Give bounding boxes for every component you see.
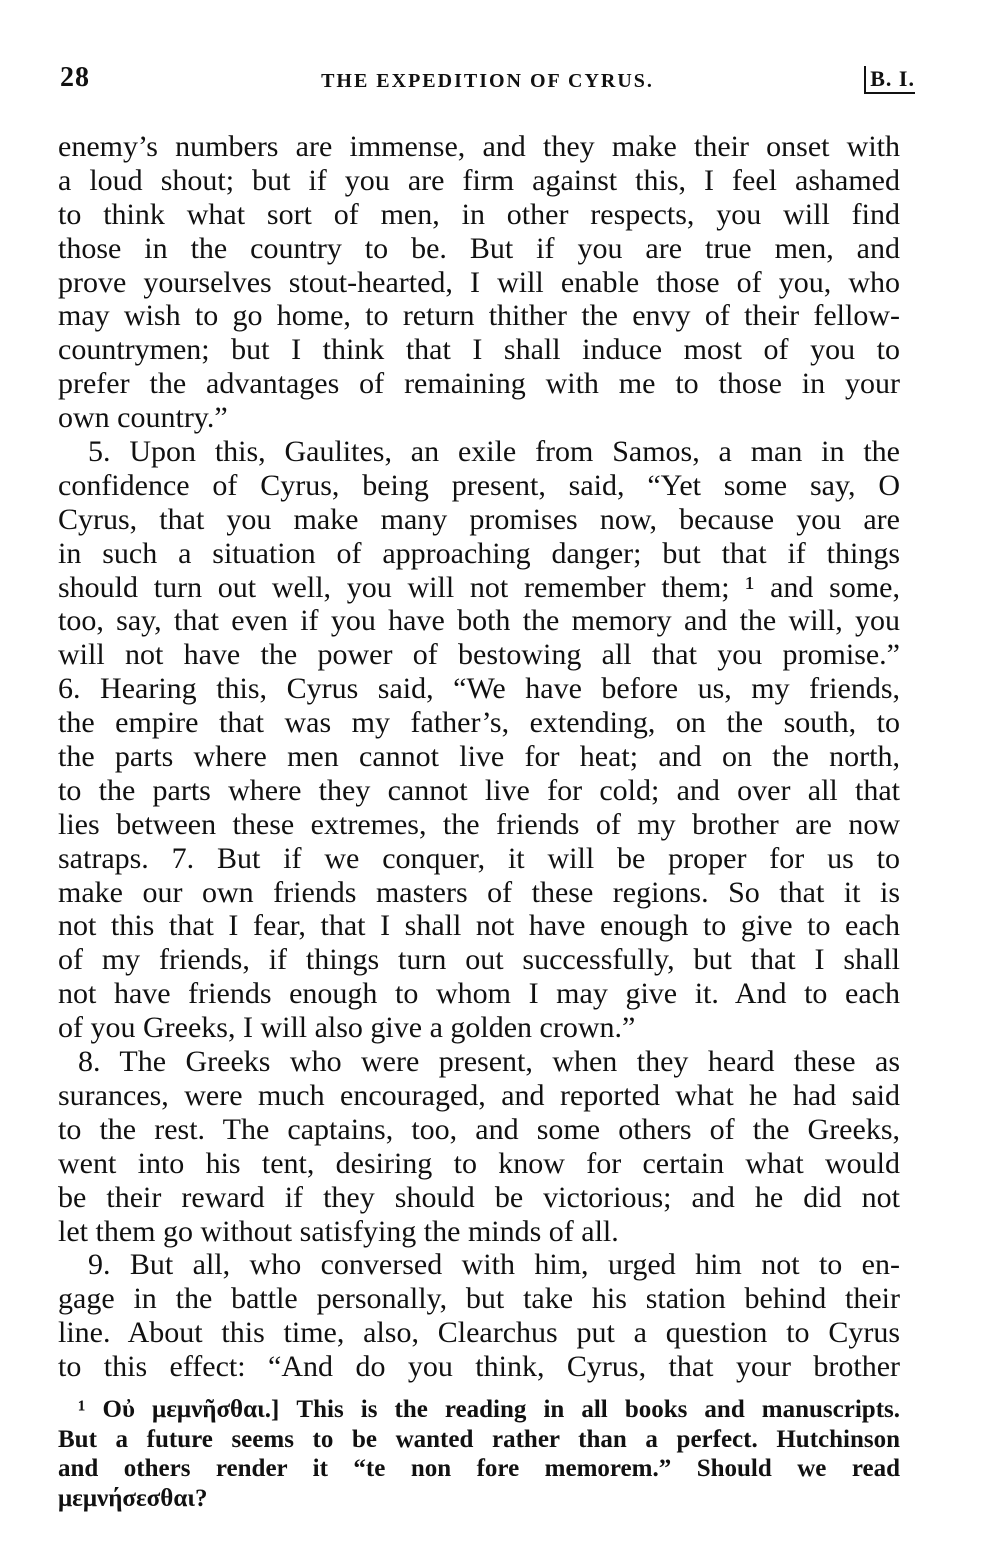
- text-line: the empire that was my father’s, extending, on the south, to: [58, 706, 900, 740]
- text-line: those in the country to be. But if you are true men, and: [58, 231, 900, 265]
- text-line: a loud shout; but if you are firm against this, I feel ashamed: [58, 163, 900, 197]
- text-line: to the rest. The captains, too, and some others of the Greeks,: [58, 1112, 900, 1146]
- text-line: in such a situation of approaching danger; but that if things: [58, 536, 900, 570]
- text-line: 6. Hearing this, Cyrus said, “We have before us, my friends,: [58, 672, 900, 706]
- text-line: 9. But all, who conversed with him, urged him not to en-: [88, 1248, 900, 1282]
- text-line: may wish to go home, to return thither the envy of their fellow-: [58, 299, 900, 333]
- text-line: of my friends, if things turn out successfully, but that I shall: [58, 943, 900, 977]
- text-line: the parts where men cannot live for heat; and on the north,: [58, 740, 900, 774]
- text-line: too, say, that even if you have both the memory and the will, you: [58, 604, 900, 638]
- running-title: THE EXPEDITION OF CYRUS.: [321, 70, 654, 92]
- text-line: not this that I fear, that I shall not have enough to give to each: [58, 909, 900, 943]
- text-line: own country.”: [58, 401, 228, 435]
- text-line: 8. The Greeks who were present, when they heard these as: [78, 1045, 900, 1079]
- book-marker: [864, 66, 915, 94]
- book-marker-text: B. I.: [864, 66, 915, 94]
- text-line: line. About this time, also, Clearchus put a question to Cyrus: [58, 1316, 900, 1350]
- text-line: of you Greeks, I will also give a golden crown.”: [58, 1011, 636, 1045]
- footnote-line: But a future seems to be wanted rather than a perfect. Hutchinson: [58, 1425, 900, 1453]
- text-line: will not have the power of bestowing all that you promise.”: [58, 638, 900, 672]
- text-line: Cyrus, that you make many promises now, because you are: [58, 502, 900, 536]
- text-line: prefer the advantages of remaining with me to those in your: [58, 367, 900, 401]
- text-line: should turn out well, you will not remember them; ¹ and some,: [58, 570, 900, 604]
- text-line: make our own friends masters of these regions. So that it is: [58, 875, 900, 909]
- body-text: [58, 130, 900, 1384]
- text-line: not have friends enough to whom I may give it. And to each: [58, 977, 900, 1011]
- text-line: be their reward if they should be victorious; and he did not: [58, 1180, 900, 1214]
- text-line: countrymen; but I think that I shall induce most of you to: [58, 333, 900, 367]
- text-line: let them go without satisfying the minds of all.: [58, 1214, 619, 1248]
- text-line: gage in the battle personally, but take his station behind their: [58, 1282, 900, 1316]
- text-line: confidence of Cyrus, being present, said, “Yet some say, O: [58, 468, 900, 502]
- page-header: [60, 62, 915, 102]
- text-line: surances, were much encouraged, and reported what he had said: [58, 1078, 900, 1112]
- text-line: satraps. 7. But if we conquer, it will be proper for us to: [58, 841, 900, 875]
- text-line: to think what sort of men, in other respects, you will find: [58, 197, 900, 231]
- text-line: enemy’s numbers are immense, and they make their onset with: [58, 130, 900, 163]
- text-line: lies between these extremes, the friends of my brother are now: [58, 807, 900, 841]
- text-line: to the parts where they cannot live for cold; and over all that: [58, 773, 900, 807]
- footnote-line: and others render it “te non fore memorem.” Should we read: [58, 1455, 900, 1482]
- text-line: went into his tent, desiring to know for certain what would: [58, 1146, 900, 1180]
- footnotes: [58, 1395, 900, 1513]
- page-number: 28: [60, 62, 90, 93]
- text-line: to this effect: “And do you think, Cyrus, that your brother: [58, 1350, 900, 1384]
- footnote-line: ¹ Οὐ μεμνῆσθαι.] This is the reading in all books and manuscripts.: [78, 1396, 900, 1423]
- text-line: prove yourselves stout-hearted, I will enable those of you, who: [58, 265, 900, 299]
- text-line: 5. Upon this, Gaulites, an exile from Samos, a man in the: [88, 435, 900, 469]
- footnote-line: μεμνήσεσθαι?: [58, 1484, 208, 1512]
